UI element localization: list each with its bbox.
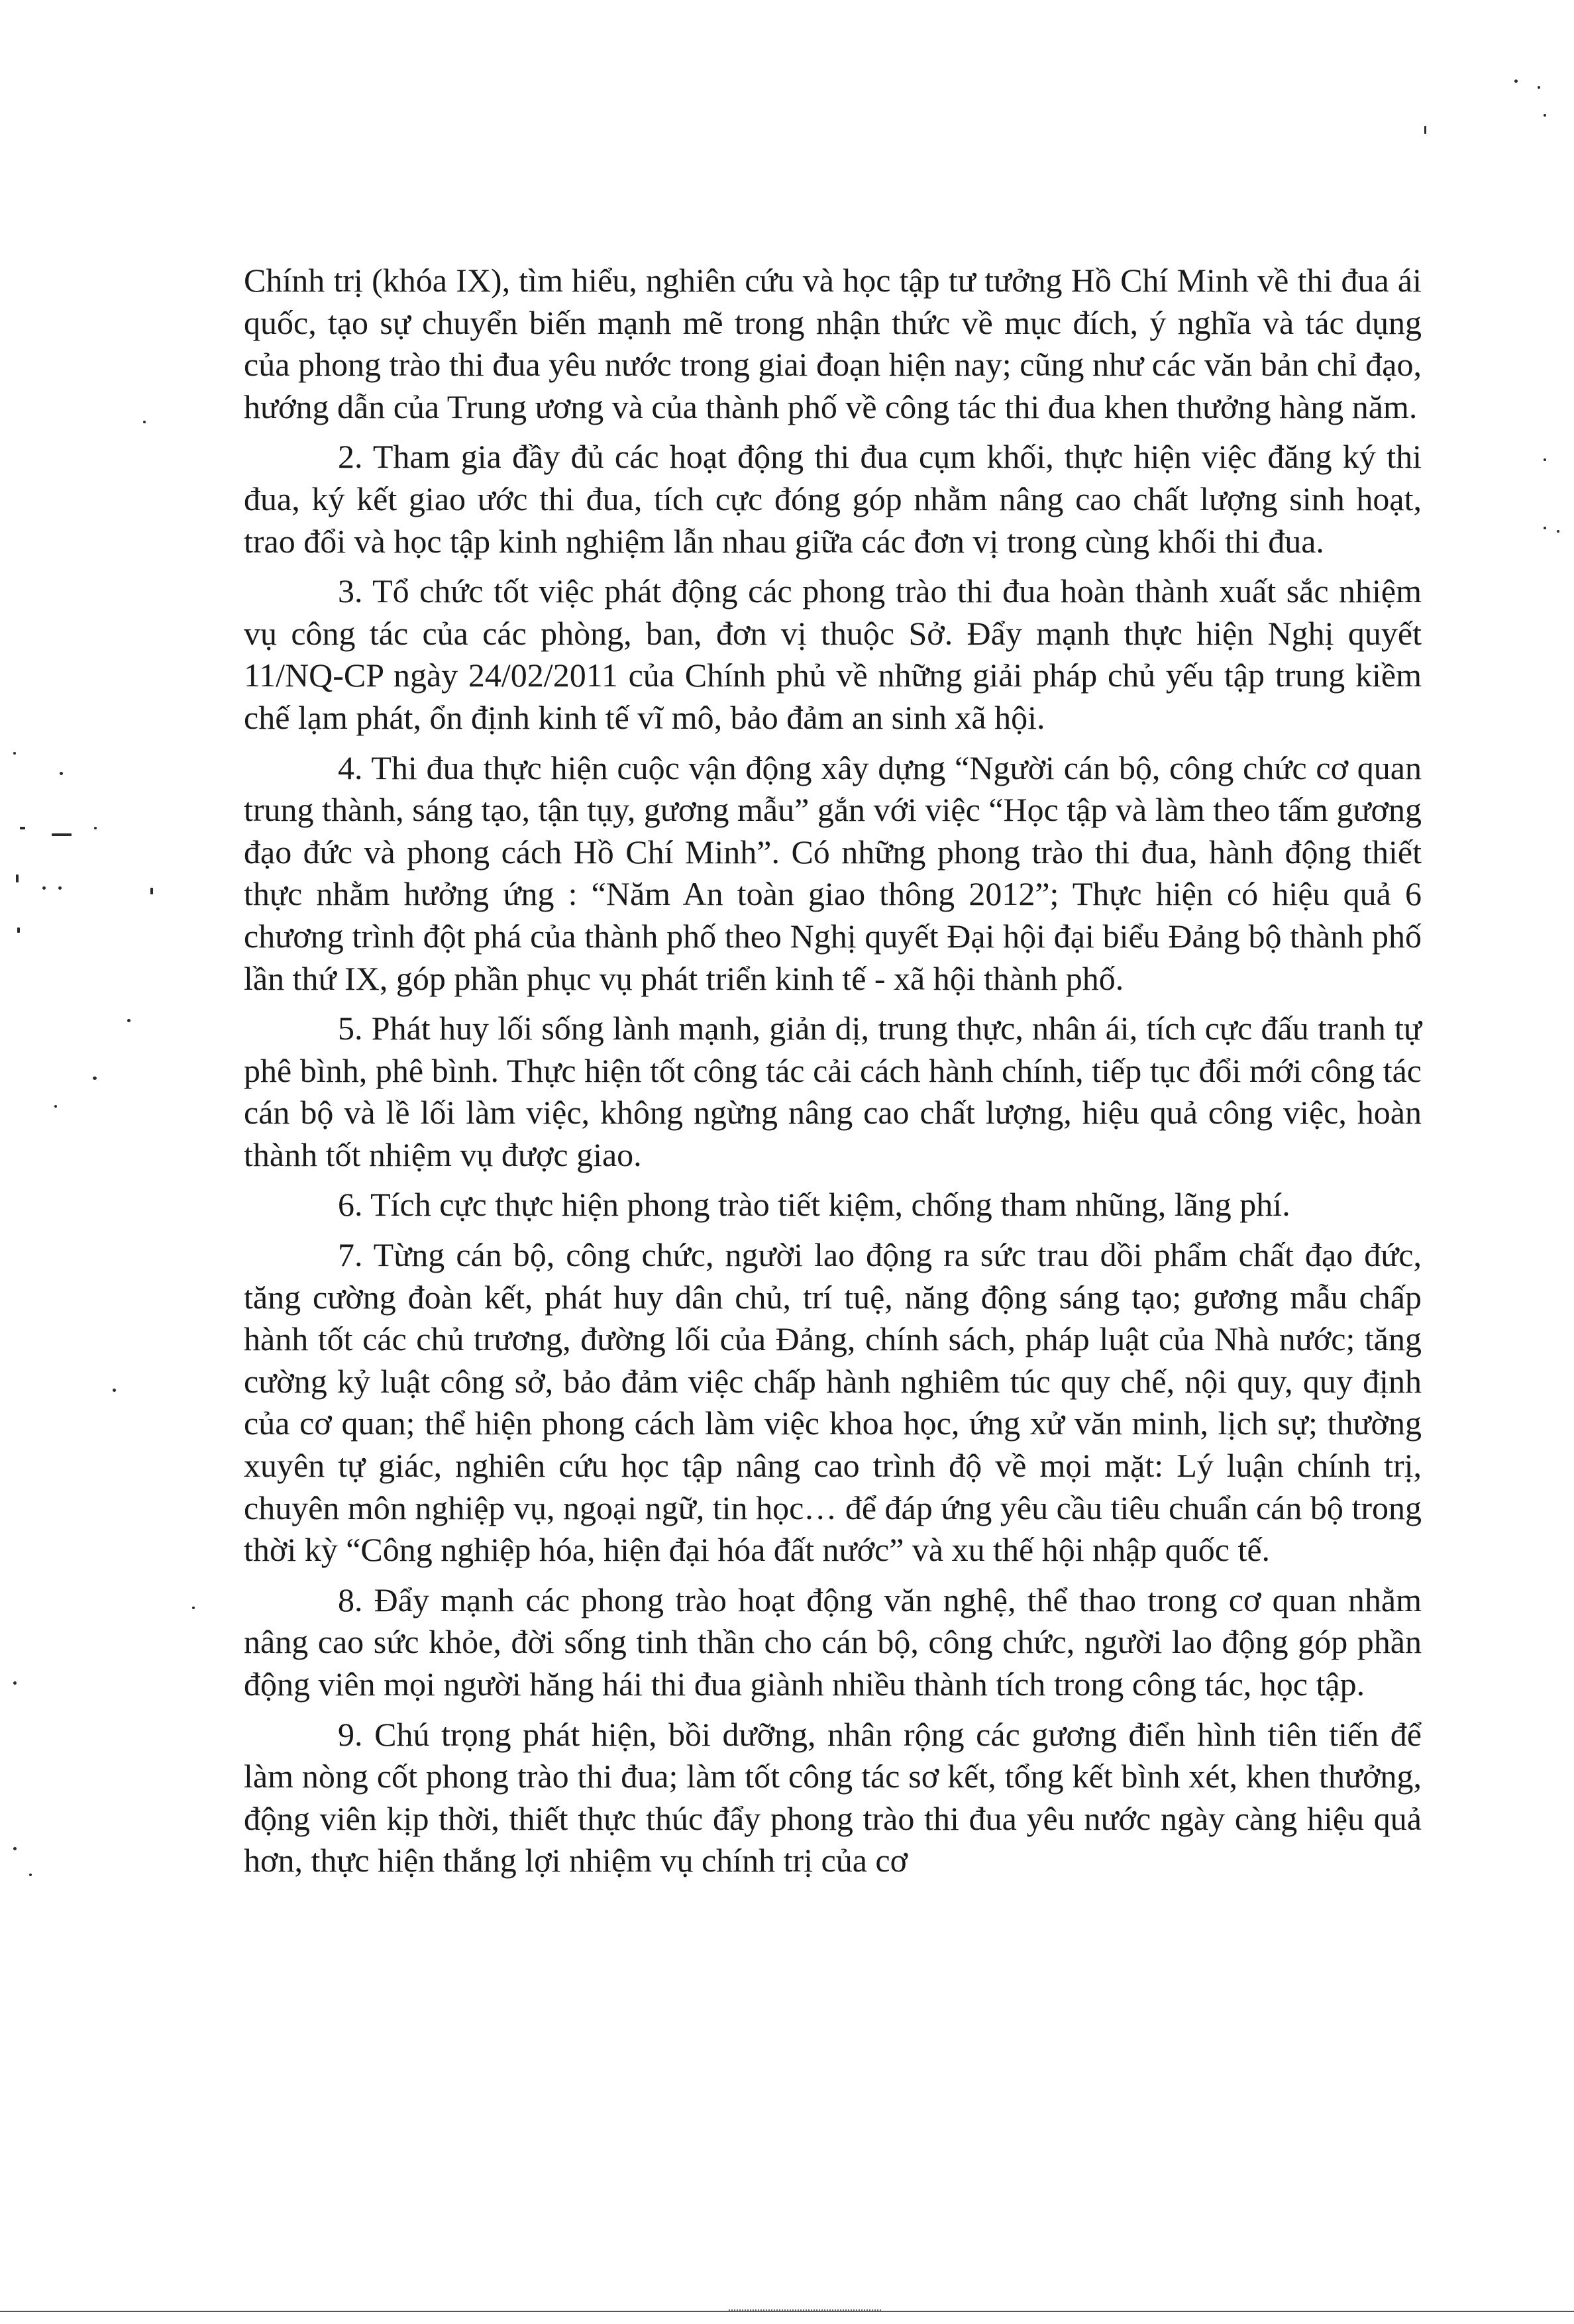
paragraph-item-8: 8. Đẩy mạnh các phong trào hoạt động văn nghệ, thể thao trong cơ quan nhằm nâng cao sức khỏe, đời sống tinh thần cho cán bộ, công chức, người lao động góp phần động viên mọi người hăng hái thi đua giành nhiều thành tích trong công tác, học tập. [244,1581,1422,1703]
scan-speck [113,1389,116,1392]
scan-speck [16,874,19,882]
paragraph-item-4: 4. Thi đua thực hiện cuộc vận động xây dựng “Người cán bộ, công chức cơ quan trung thành, sáng tạo, tận tụy, gương mẫu” gắn với việc “Học tập và làm theo tấm gương đạo đức và phong cách Hồ Chí Minh”. Có những phong trào thi đua, hành động thiết thực nhằm hưởng ứng : “Năm An toàn giao thông 2012”; Thực hiện có hiệu quả 6 chương trình đột phá của thành phố theo Nghị quyết Đại hội đại biểu Đảng bộ thành phố lần thứ IX, góp phần phục vụ phát triển kinh tế - xã hội thành phố. [244,749,1422,997]
scan-speck [58,886,62,890]
scan-speck [1544,114,1546,117]
scan-speck [13,752,16,755]
scan-speck [150,888,153,894]
paragraph-item-6: 6. Tích cực thực hiện phong trào tiết kiệm, chống tham nhũng, lãng phí. [338,1186,1290,1224]
scan-speck [42,886,46,890]
paragraph-continuation: Chính trị (khóa IX), tìm hiểu, nghiên cứu và học tập tư tưởng Hồ Chí Minh về thi đua ái quốc, tạo sự chuyển biến mạnh mẽ trong nhận thức về mục đích, ý nghĩa và tác dụng của phong trào thi đua yêu nước trong giai đoạn hiện nay; cũng như các văn bản chỉ đạo, hướng dẫn của Trung ương và của thành phố về công tác thi đua khen thưởng hàng năm. [244,262,1422,425]
scan-bottom-dots [729,2309,881,2315]
scan-speck [29,1874,32,1876]
scan-speck [94,827,97,829]
scan-speck [1557,530,1559,533]
scan-speck [54,1105,57,1108]
scan-speck [127,1019,131,1022]
scan-speck [13,1681,17,1685]
scan-speck [17,927,20,933]
scan-speck [60,772,63,775]
paragraph-item-9: 9. Chú trọng phát hiện, bồi dưỡng, nhân rộng các gương điển hình tiên tiến để làm nòng cốt phong trào thi đua; làm tốt công tác sơ kết, tổng kết bình xét, khen thưởng, động viên kịp thời, thiết thực thúc đẩy phong trào thi đua yêu nước ngày càng hiệu quả hơn, thực hiện thắng lợi nhiệm vụ chính trị của cơ [244,1715,1422,1879]
scan-speck [192,1607,195,1609]
paragraph-item-2: 2. Tham gia đầy đủ các hoạt động thi đua cụm khối, thực hiện việc đăng ký thi đua, ký kết giao ước thi đua, tích cực đóng góp nhằm nâng cao chất lượng sinh hoạt, trao đổi và học tập kinh nghiệm lẫn nhau giữa các đơn vị trong cùng khối thi đua. [244,438,1422,560]
scan-speck [1514,79,1518,83]
scan-speck [143,421,146,423]
paragraph-item-7: 7. Từng cán bộ, công chức, người lao động ra sức trau dồi phẩm chất đạo đức, tăng cường đoàn kết, phát huy dân chủ, trí tuệ, năng động sáng tạo; gương mẫu chấp hành tốt các chủ trương, đường lối của Đảng, chính sách, pháp luật của Nhà nước; tăng cường kỷ luật công sở, bảo đảm việc chấp hành nghiêm túc quy chế, nội quy, quy định của cơ quan; thể hiện phong cách làm việc khoa học, ứng xử văn minh, lịch sự; thường xuyên tự giác, nghiên cứu học tập nâng cao trình độ về mọi mặt: Lý luận chính trị, chuyên môn nghiệp vụ, ngoại ngữ, tin học… để đáp ứng yêu cầu tiêu chuẩn cán bộ trong thời kỳ “Công nghiệp hóa, hiện đại hóa đất nước” và xu thế hội nhập quốc tế. [244,1236,1422,1569]
scan-speck [1538,86,1540,89]
scan-speck [13,1847,17,1850]
scan-speck [52,833,72,836]
paragraph-item-5: 5. Phát huy lối sống lành mạnh, giản dị, trung thực, nhân ái, tích cực đấu tranh tự phê bình, phê bình. Thực hiện tốt công tác cải cách hành chính, tiếp tục đổi mới công tác cán bộ và lề lối làm việc, không ngừng nâng cao chất lượng, hiệu quả công việc, hoàn thành tốt nhiệm vụ được giao. [244,1010,1422,1173]
scan-speck [20,827,25,829]
scan-speck [1544,527,1546,529]
paragraph-item-3: 3. Tổ chức tốt việc phát động các phong trào thi đua hoàn thành xuất sắc nhiệm vụ công tác của các phòng, ban, đơn vị thuộc Sở. Đẩy mạnh thực hiện Nghị quyết 11/NQ-CP ngày 24/02/2011 của Chính phủ về những giải pháp chủ yếu tập trung kiềm chế lạm phát, ổn định kinh tế vĩ mô, bảo đảm an sinh xã hội. [244,572,1422,736]
scan-speck [1424,126,1426,134]
scan-speck [1544,458,1546,461]
document-body [244,260,1422,1890]
scan-speck [93,1077,97,1080]
